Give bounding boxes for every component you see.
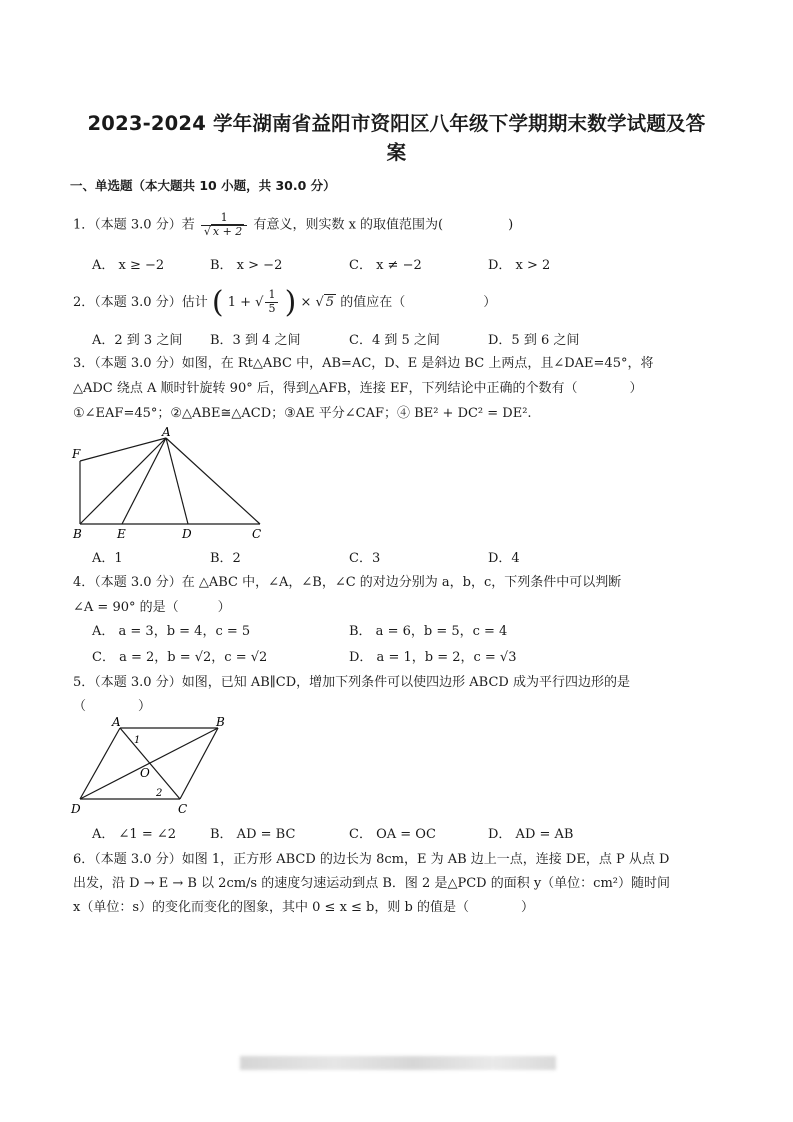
- q4-option-c[interactable]: C． a = 2，b = √2，c = √2: [92, 650, 268, 665]
- q5-label-c: C: [178, 802, 188, 816]
- section-heading: 一、单选题（本大题共 10 小题，共 30.0 分）: [70, 178, 336, 193]
- q3-side-ac: [166, 438, 260, 524]
- question-3-line-2: △ADC 绕点 A 顺时针旋转 90° 后，得到△AFB，连接 EF，下列结论中正确的个数有（ ）: [73, 381, 643, 396]
- page-title-line-2: 案: [386, 141, 407, 164]
- q1-frac-den-wrap: √ x + 2: [203, 224, 243, 238]
- q3-label-c: C: [252, 527, 262, 541]
- q2-fraction: [265, 289, 278, 315]
- q1-frac-den: x + 2: [212, 224, 243, 238]
- question-2: 2．（本题 3.0 分）估计 ( 1 + √ $\frac{1}{5}$ ) × √ 5 的值应在（ ）: [73, 285, 497, 320]
- q3-option-c[interactable]: C．3: [349, 551, 381, 566]
- q1-option-a[interactable]: A． x ≥ −2: [92, 258, 165, 273]
- q2-option-c[interactable]: C．4 到 5 之间: [349, 333, 440, 348]
- q5-option-d[interactable]: D． AD = AB: [488, 827, 574, 842]
- q2-tail: 的值应在（ ）: [340, 295, 497, 310]
- q2-one: 1 +: [227, 295, 252, 310]
- question-3-line-3: ①∠EAF=45°；②△ABE≅△ACD；③AE 平分∠CAF；④ BE² + DC² = DE².: [73, 406, 532, 421]
- q2-frac-num: 1: [265, 289, 278, 303]
- q2-sqrt-5: 5: [325, 295, 335, 310]
- q2-option-a[interactable]: A．2 到 3 之间: [92, 333, 183, 348]
- q1-option-d[interactable]: D． x > 2: [488, 258, 551, 273]
- q2-right-paren: ): [284, 285, 297, 320]
- q5-label-d: D: [71, 802, 81, 816]
- question-5-line-2: （ ）: [73, 699, 152, 714]
- q1-frac-num: 1: [201, 212, 247, 226]
- q5-label-angle-2: 2: [156, 788, 163, 799]
- q3-triangle-figure: [70, 424, 270, 544]
- question-3-line-1: 3．（本题 3.0 分）如图，在 Rt△ABC 中，AB=AC，D、E 是斜边 BC 上两点，且∠DAE=45°，将: [73, 356, 654, 371]
- q3-option-b[interactable]: B．2: [210, 551, 241, 566]
- q5-side-bc: [180, 728, 218, 799]
- question-6-line-2: 出发，沿 D → E → B 以 2cm/s 的速度匀速运动到点 B．图 2 是△PCD 的面积 y（单位：cm²）随时间: [73, 876, 671, 891]
- q4-option-a[interactable]: A． a = 3，b = 4，c = 5: [92, 624, 251, 639]
- q3-label-d: D: [182, 527, 192, 541]
- question-6-line-1: 6．（本题 3.0 分）如图 1，正方形 ABCD 的边长为 8cm，E 为 AB 边上一点，连接 DE，点 P 从点 D: [73, 852, 670, 867]
- blurred-footer-watermark: [240, 1056, 556, 1070]
- q5-diagonal-bd: [80, 728, 218, 799]
- q3-segment-ef: [80, 461, 122, 524]
- q5-label-o: O: [140, 766, 150, 780]
- q3-option-a[interactable]: A．1: [92, 551, 123, 566]
- q5-label-angle-1: 1: [134, 735, 141, 746]
- q2-option-b[interactable]: B．3 到 4 之间: [210, 333, 301, 348]
- q1-lead: 1．（本题 3.0 分）若: [73, 217, 195, 233]
- q1-tail: 有意义，则实数 x 的取值范围为( ): [253, 217, 514, 233]
- q4-option-d[interactable]: D． a = 1，b = 2，c = √3: [349, 650, 517, 665]
- q2-left-paren: (: [211, 285, 224, 320]
- question-4-line-1: 4．（本题 3.0 分）在 △ABC 中，∠A，∠B，∠C 的对边分别为 a，b，c，下列条件中可以判断: [73, 575, 622, 590]
- q5-label-a: A: [112, 715, 121, 729]
- q3-label-b: B: [73, 527, 82, 541]
- question-4-line-2: ∠A = 90° 的是（ ）: [73, 600, 231, 615]
- q5-option-c[interactable]: C． OA = OC: [349, 827, 436, 842]
- question-1: [73, 212, 513, 238]
- q4-option-b[interactable]: B． a = 6，b = 5，c = 4: [349, 624, 508, 639]
- q3-option-d[interactable]: D．4: [488, 551, 520, 566]
- q5-option-b[interactable]: B． AD = BC: [210, 827, 296, 842]
- question-5-line-1: 5．（本题 3.0 分）如图，已知 AB∥CD，增加下列条件可以使四边形 ABCD 成为平行四边形的是: [73, 675, 630, 690]
- q5-parallelogram-figure: [68, 714, 238, 818]
- q2-lead: 2．（本题 3.0 分）估计: [73, 295, 208, 310]
- q3-label-f: F: [72, 447, 81, 461]
- question-6-line-3: x（单位：s）的变化而变化的图象，其中 0 ≤ x ≤ b，则 b 的值是（ ）: [73, 900, 534, 915]
- q3-segment-ae: [122, 438, 166, 524]
- q3-segment-ad: [166, 438, 188, 524]
- q2-option-d[interactable]: D．5 到 6 之间: [488, 333, 580, 348]
- q3-label-a: A: [162, 425, 171, 439]
- q3-label-e: E: [117, 527, 126, 541]
- q1-option-c[interactable]: C． x ≠ −2: [349, 258, 422, 273]
- q2-frac-den: 5: [268, 302, 276, 315]
- q3-side-ab: [80, 438, 166, 524]
- q5-label-b: B: [216, 715, 225, 729]
- page-title-line-1: 2023-2024 学年湖南省益阳市资阳区八年级下学期期末数学试题及答: [87, 112, 706, 135]
- q1-fraction: [201, 212, 247, 238]
- q1-option-b[interactable]: B． x > −2: [210, 258, 283, 273]
- q3-segment-af: [80, 438, 166, 461]
- q2-times: ×: [300, 295, 312, 310]
- q5-option-a[interactable]: A． ∠1 = ∠2: [92, 827, 177, 842]
